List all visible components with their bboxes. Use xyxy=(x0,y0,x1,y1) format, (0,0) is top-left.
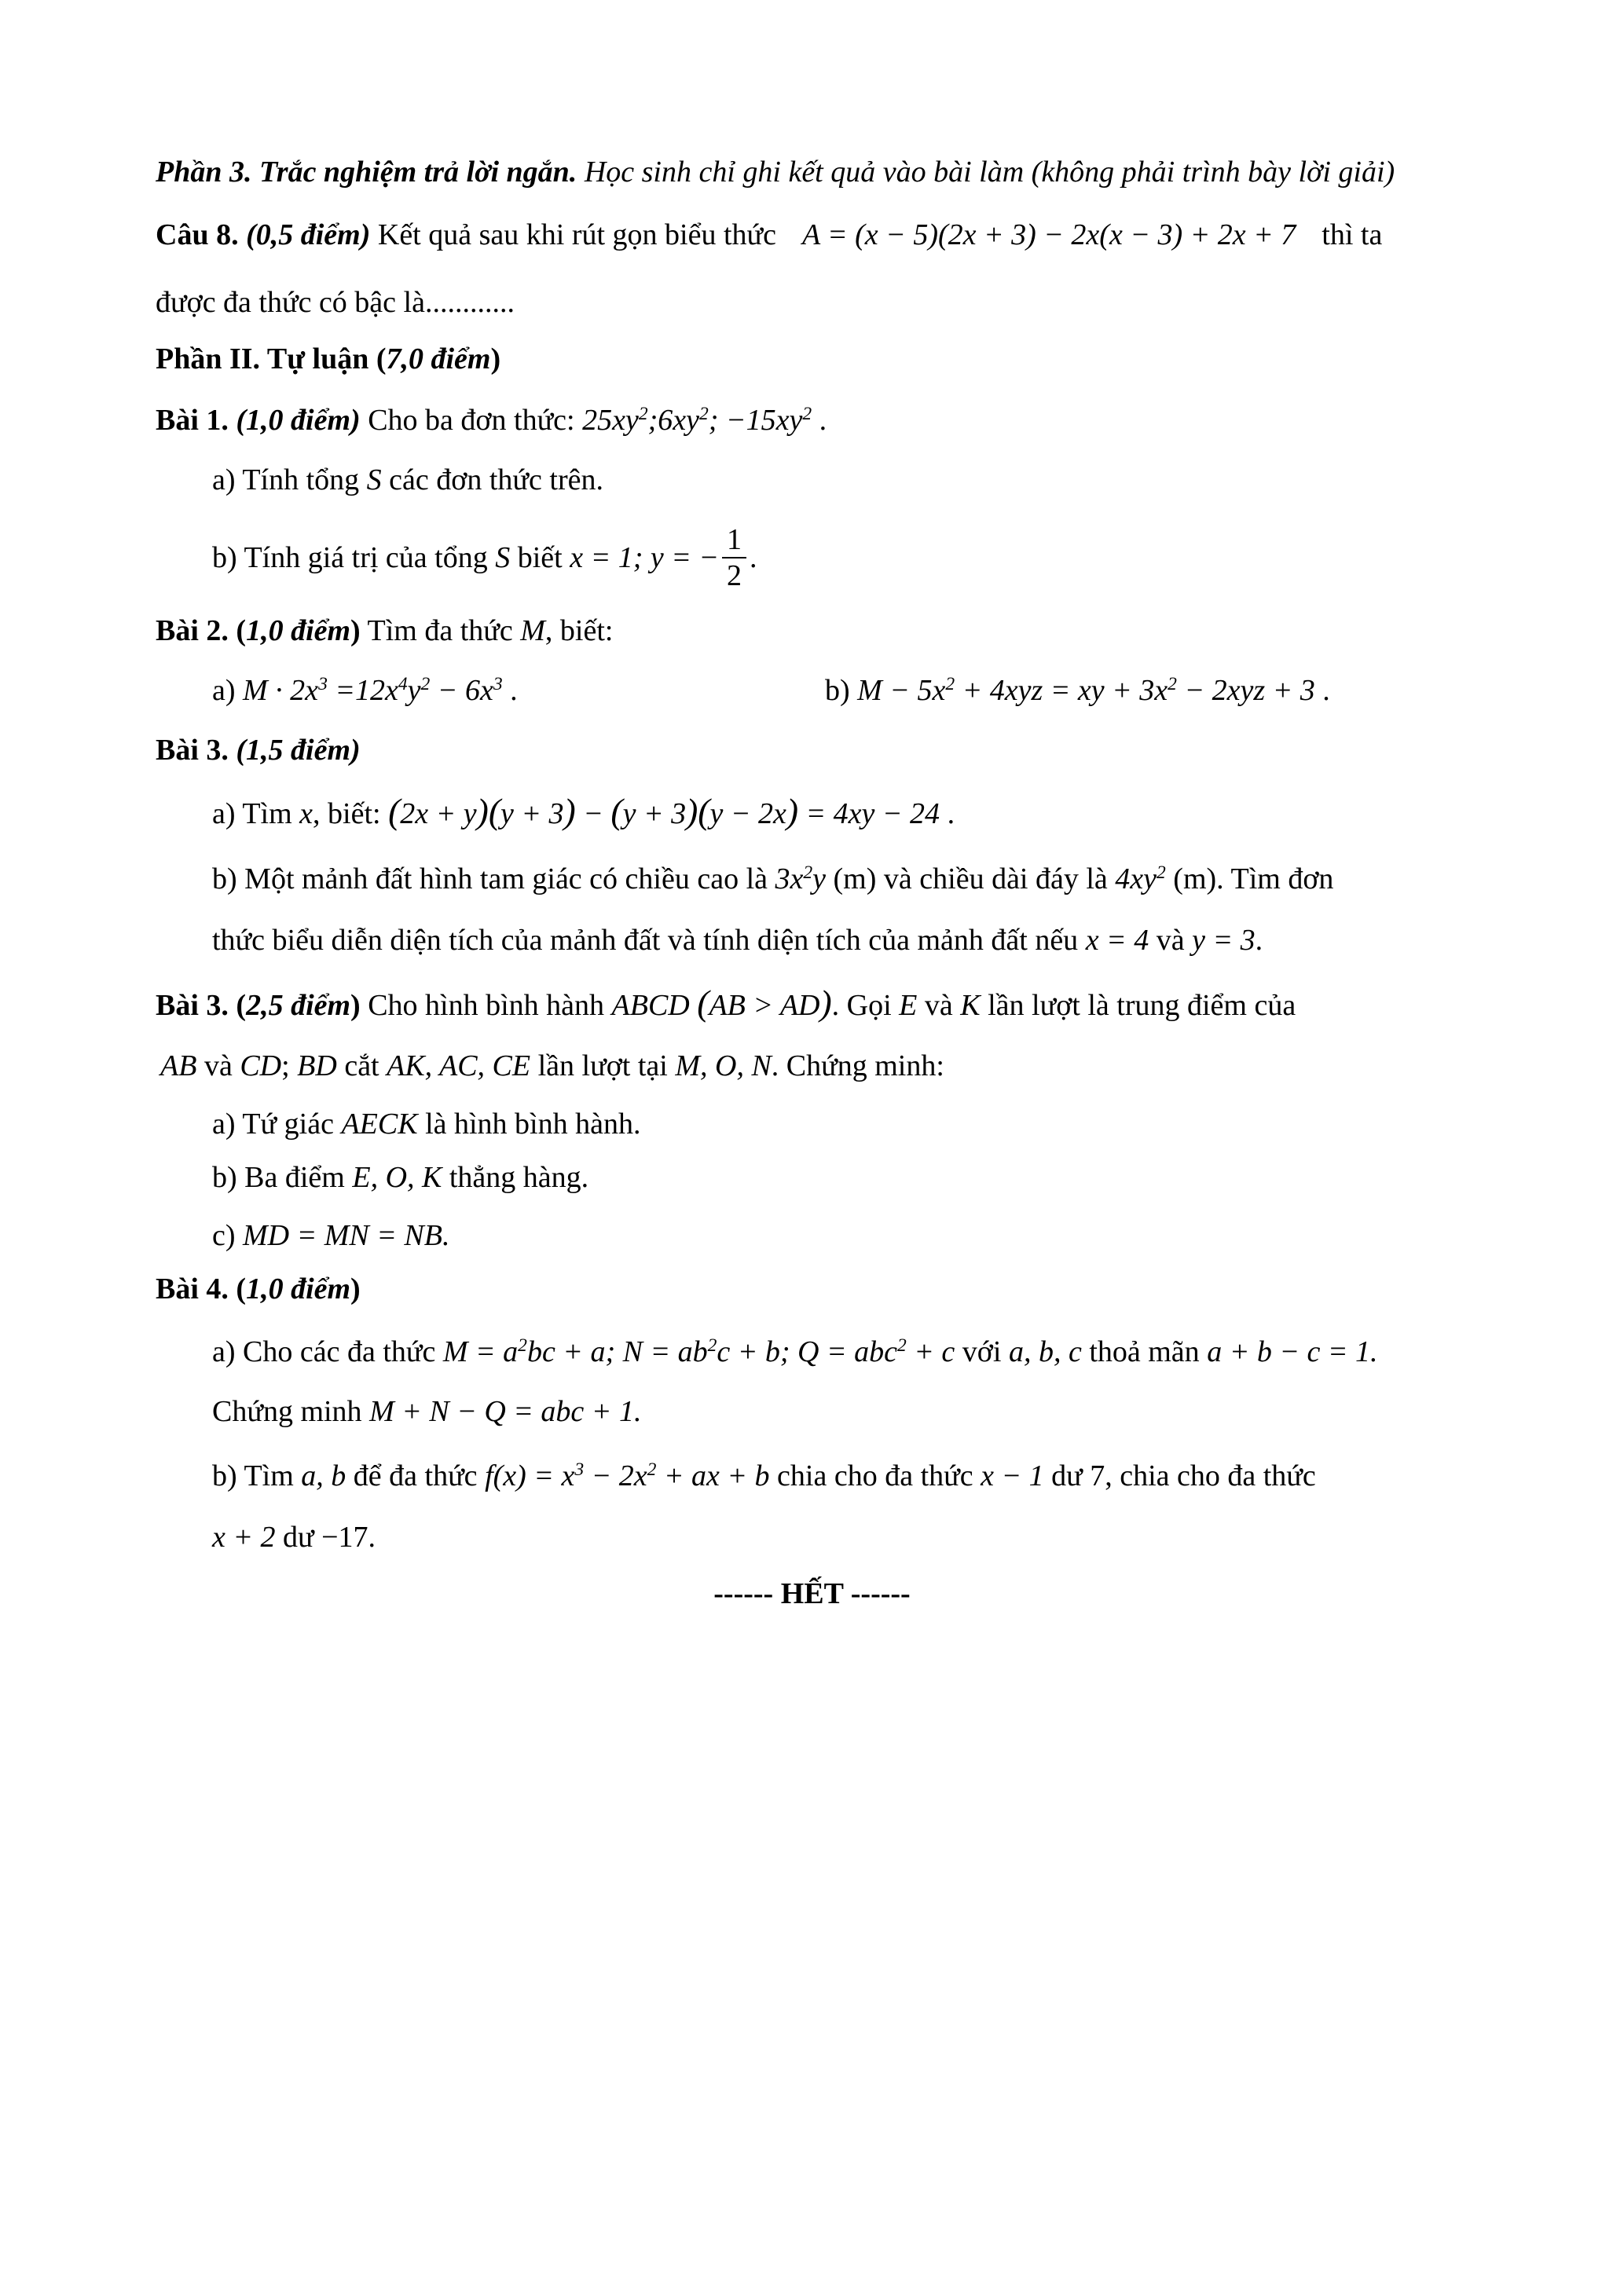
bai3-b-line2-text: thức biểu diễn diện tích của mảnh đất và tính diện tích của mảnh đất nếu xyxy=(212,924,1079,957)
bai4-b-line2 xyxy=(212,1519,376,1555)
cau8-text: Kết quả sau khi rút gọn biểu thức xyxy=(377,218,776,251)
bai1-a-var: S xyxy=(366,463,382,496)
phan2-heading xyxy=(156,341,500,377)
bai4-a-line1 xyxy=(212,1334,1377,1374)
cau8-points: (0,5 điểm) xyxy=(246,218,371,251)
bai3-a-biet: , biết: xyxy=(313,797,381,830)
phan2-title: Phần II. Tự luận ( xyxy=(156,342,387,375)
bai3-b-x-value: x = 4 xyxy=(1085,924,1149,957)
bai4-b-polynomial: $f(x) = x^3 - 2x^2$ + ax + b xyxy=(485,1459,770,1492)
bai1-a-tail: các đơn thức trên. xyxy=(389,463,603,496)
bai4-b-divisor1: x − 1 xyxy=(981,1459,1044,1492)
bai4-b-de: để đa thức xyxy=(353,1459,478,1492)
bai3-b-text2: và chiều dài đáy là xyxy=(883,862,1108,895)
bai3b-bd: BD xyxy=(297,1049,337,1082)
bai4-points-open: ( xyxy=(236,1273,247,1305)
bai3-a-text: a) Tìm xyxy=(212,797,292,830)
bai4-b-remainder: −17. xyxy=(321,1521,376,1554)
bai4-a-abc: a, b, c xyxy=(1008,1335,1082,1368)
bai1-label: Bài 1. xyxy=(156,404,229,437)
bai1-b-biet: biết xyxy=(517,541,563,574)
bai4-points-close: ) xyxy=(350,1273,361,1305)
bai3-b-height: $3x^2y$ xyxy=(775,862,827,895)
bai2-a-label: a) xyxy=(212,674,236,707)
bai3b-points: 2,5 điểm xyxy=(246,989,351,1022)
bai3b-c-equation: MD = MN = NB. xyxy=(243,1219,450,1252)
bai2-b-label: b) xyxy=(825,674,850,707)
cau8-expression: A = (x − 5)(2x + 3) − 2x(x − 3) + 2x + 7 xyxy=(801,218,1296,251)
bai3b-label: Bài 3. xyxy=(156,989,229,1022)
bai4-points: 1,0 điểm xyxy=(246,1273,351,1305)
bai1-monomials: $25xy^2;6xy^2$; $-15xy^2$ xyxy=(582,404,812,437)
bai1-b-condition: x = 1; y = − xyxy=(570,541,720,574)
bai3b-c xyxy=(212,1218,449,1254)
bai2-b: b) $M - 5x^2 + 4xyz$ = xy + $3x^2 - 2xyz + 3$ . xyxy=(825,674,1330,707)
bai3b-ab: AB xyxy=(160,1049,197,1082)
bai1-a-text: a) Tính tổng xyxy=(212,463,360,496)
fraction-denominator: 2 xyxy=(727,559,742,592)
bai1-line: Bài 1. (1,0 điểm) Cho ba đơn thức: $25xy^2;6xy^2$; $-15xy^2$ . xyxy=(156,404,827,437)
bai2-var: M xyxy=(520,614,545,647)
bai4-b-ab: a, b xyxy=(301,1459,346,1492)
bai4-a-polynomials: $M = a^2bc + a$; $N = ab^2c + b$; Q = abc$^2$ + c xyxy=(442,1335,955,1368)
bai4-b-text: b) Tìm xyxy=(212,1459,294,1492)
bai3b-luot: lần lượt tại xyxy=(537,1049,668,1082)
bai3b-c-text: c) xyxy=(212,1219,236,1252)
cau8-label: Câu 8. xyxy=(156,218,239,251)
bai3b-parallelogram: ABCD (AB > AD) xyxy=(611,983,832,1023)
bai4-b-chia: chia cho đa thức xyxy=(777,1459,973,1492)
phan2-points: 7,0 điểm xyxy=(386,342,491,375)
fraction-numerator: 1 xyxy=(722,522,746,558)
bai3-line xyxy=(156,732,361,768)
bai2-tail: , biết: xyxy=(544,614,614,647)
phan3-instruction: Học sinh chỉ ghi kết quả vào bài làm (không phải trình bày lời giải) xyxy=(584,156,1395,189)
bai4-line xyxy=(156,1271,361,1307)
bai3b-b xyxy=(212,1159,588,1196)
bai3b-points-mon: M, O, N xyxy=(675,1049,772,1082)
bai3-a: a) Tìm x, biết: (2x + y)(y + 3) − (y + 3)(y − 2x) = 4xy − 24 . xyxy=(212,791,955,831)
bai3-b-y-value: y = 3 xyxy=(1192,924,1256,957)
bai4-b-divisor2: x + 2 xyxy=(212,1521,276,1554)
bai4-a-thoa: thoả mãn xyxy=(1089,1335,1200,1368)
bai3b-text: Cho hình bình hành xyxy=(368,989,605,1022)
bai1-b: b) Tính giá trị của tổng S biết x = 1; y = − $\frac{1}{2}$ . xyxy=(212,523,757,592)
bai1-b-var: S xyxy=(495,541,511,574)
bai1-points: (1,0 điểm) xyxy=(236,404,361,437)
bai3-b-and: và xyxy=(1156,924,1185,957)
bai2-label: Bài 2. xyxy=(156,614,229,647)
bai3-a-var: x xyxy=(299,797,313,830)
bai3b-eok: E, O, K xyxy=(352,1161,442,1194)
bai4-b-line1 xyxy=(212,1458,1316,1498)
cau8-text-after: thì ta xyxy=(1322,218,1383,251)
bai3b-points-close: ) xyxy=(350,989,361,1022)
bai2-points: 1,0 điểm xyxy=(246,614,351,647)
bai3b-line2-tail: . Chứng minh: xyxy=(771,1049,944,1082)
bai3-points: (1,5 điểm) xyxy=(236,734,361,767)
bai3-b-text1: b) Một mảnh đất hình tam giác có chiều cao là xyxy=(212,862,768,895)
bai2-a: a) $M \cdot 2x^3 =12x^4y^2 - 6x^3$ . xyxy=(212,674,518,707)
cau8-line2: được đa thức có bậc là............ xyxy=(156,286,515,319)
bai1-text: Cho ba đơn thức: xyxy=(368,404,575,437)
bai3b-b-tail: thẳng hàng. xyxy=(449,1161,589,1194)
bai1-a xyxy=(212,462,603,498)
bai3b-b-text: b) Ba điểm xyxy=(212,1161,345,1194)
bai4-a-line2-text: Chứng minh xyxy=(212,1395,362,1428)
bai2-a-equation: $M \cdot 2x^3 =12x^4y^2 - 6x^3$ xyxy=(243,674,503,707)
bai3-b-line2: thức biểu diễn diện tích của mảnh đất và tính diện tích của mảnh đất nếu x = 4 và y = 3. xyxy=(212,924,1263,957)
bai3b-cat: cắt xyxy=(344,1049,379,1082)
bai3b-text3: lần lượt là trung điểm của xyxy=(988,989,1296,1022)
bai4-label: Bài 4. xyxy=(156,1273,229,1305)
bai3b-point-k: K xyxy=(960,989,981,1022)
bai3b-a xyxy=(212,1106,640,1142)
fraction-one-half xyxy=(722,522,746,593)
bai2-text: Tìm đa thức xyxy=(367,614,513,647)
end-marker: ------ HẾT ------ xyxy=(713,1577,911,1610)
bai4-b-line2-du: dư xyxy=(283,1521,314,1554)
bai4-a-condition: a + b − c = 1. xyxy=(1207,1335,1378,1368)
bai1-b-text: b) Tính giá trị của tổng xyxy=(212,541,488,574)
phan3-heading xyxy=(156,154,1395,190)
bai3-label: Bài 3. xyxy=(156,734,229,767)
bai3b-aeck: AECK xyxy=(341,1108,418,1141)
bai3b-cd-bd: CD xyxy=(240,1049,282,1082)
bai3b-and: và xyxy=(924,989,953,1022)
bai3b-a-text: a) Tứ giác xyxy=(212,1108,334,1141)
phan2-close: ) xyxy=(490,342,501,375)
bai4-a-claim: M + N − Q = abc + 1. xyxy=(369,1395,642,1428)
bai3b-a-tail: là hình bình hành. xyxy=(425,1108,641,1141)
bai3b-line1 xyxy=(156,985,1296,1023)
bai2-points-close: ) xyxy=(350,614,361,647)
bai3b-lines: AK, AC, CE xyxy=(387,1049,531,1082)
bai3-b-text3: . Tìm đơn xyxy=(1216,862,1334,895)
bai4-b-du: dư 7, chia cho đa thức xyxy=(1051,1459,1316,1492)
bai2-points-open: ( xyxy=(236,614,247,647)
bai3-b-line1: b) Một mảnh đất hình tam giác có chiều cao là $3x^2y$ (m) và chiều dài đáy là $4xy^2$ (m). Tìm đơn xyxy=(212,862,1334,895)
bai3b-text2: . Gọi xyxy=(831,989,892,1022)
phan3-title: Phần 3. Trắc nghiệm trả lời ngắn. xyxy=(156,156,577,189)
bai4-a-text: a) Cho các đa thức xyxy=(212,1335,436,1368)
bai2-b-equation: $M - 5x^2 + 4xyz$ = xy + $3x^2 - 2xyz + 3$ xyxy=(857,674,1315,707)
bai3b-point-e: E xyxy=(899,989,918,1022)
bai4-a-voi: với xyxy=(962,1335,1002,1368)
bai3b-points-open: ( xyxy=(236,989,247,1022)
bai3b-line2-and: và xyxy=(203,1049,233,1082)
bai4-a-line2 xyxy=(212,1393,641,1430)
bai3-b-base: $4xy^2$ xyxy=(1115,862,1166,895)
bai3-a-equation: (2x + y)(y + 3) − (y + 3)(y − 2x) = 4xy − 24 xyxy=(388,791,940,831)
bai3b-line2: AB và CD; BD cắt AK, AC, CE lần lượt tại M, O, N. Chứng minh: xyxy=(160,1049,944,1082)
bai2-line xyxy=(156,613,613,649)
cau8-line1 xyxy=(156,217,1382,253)
